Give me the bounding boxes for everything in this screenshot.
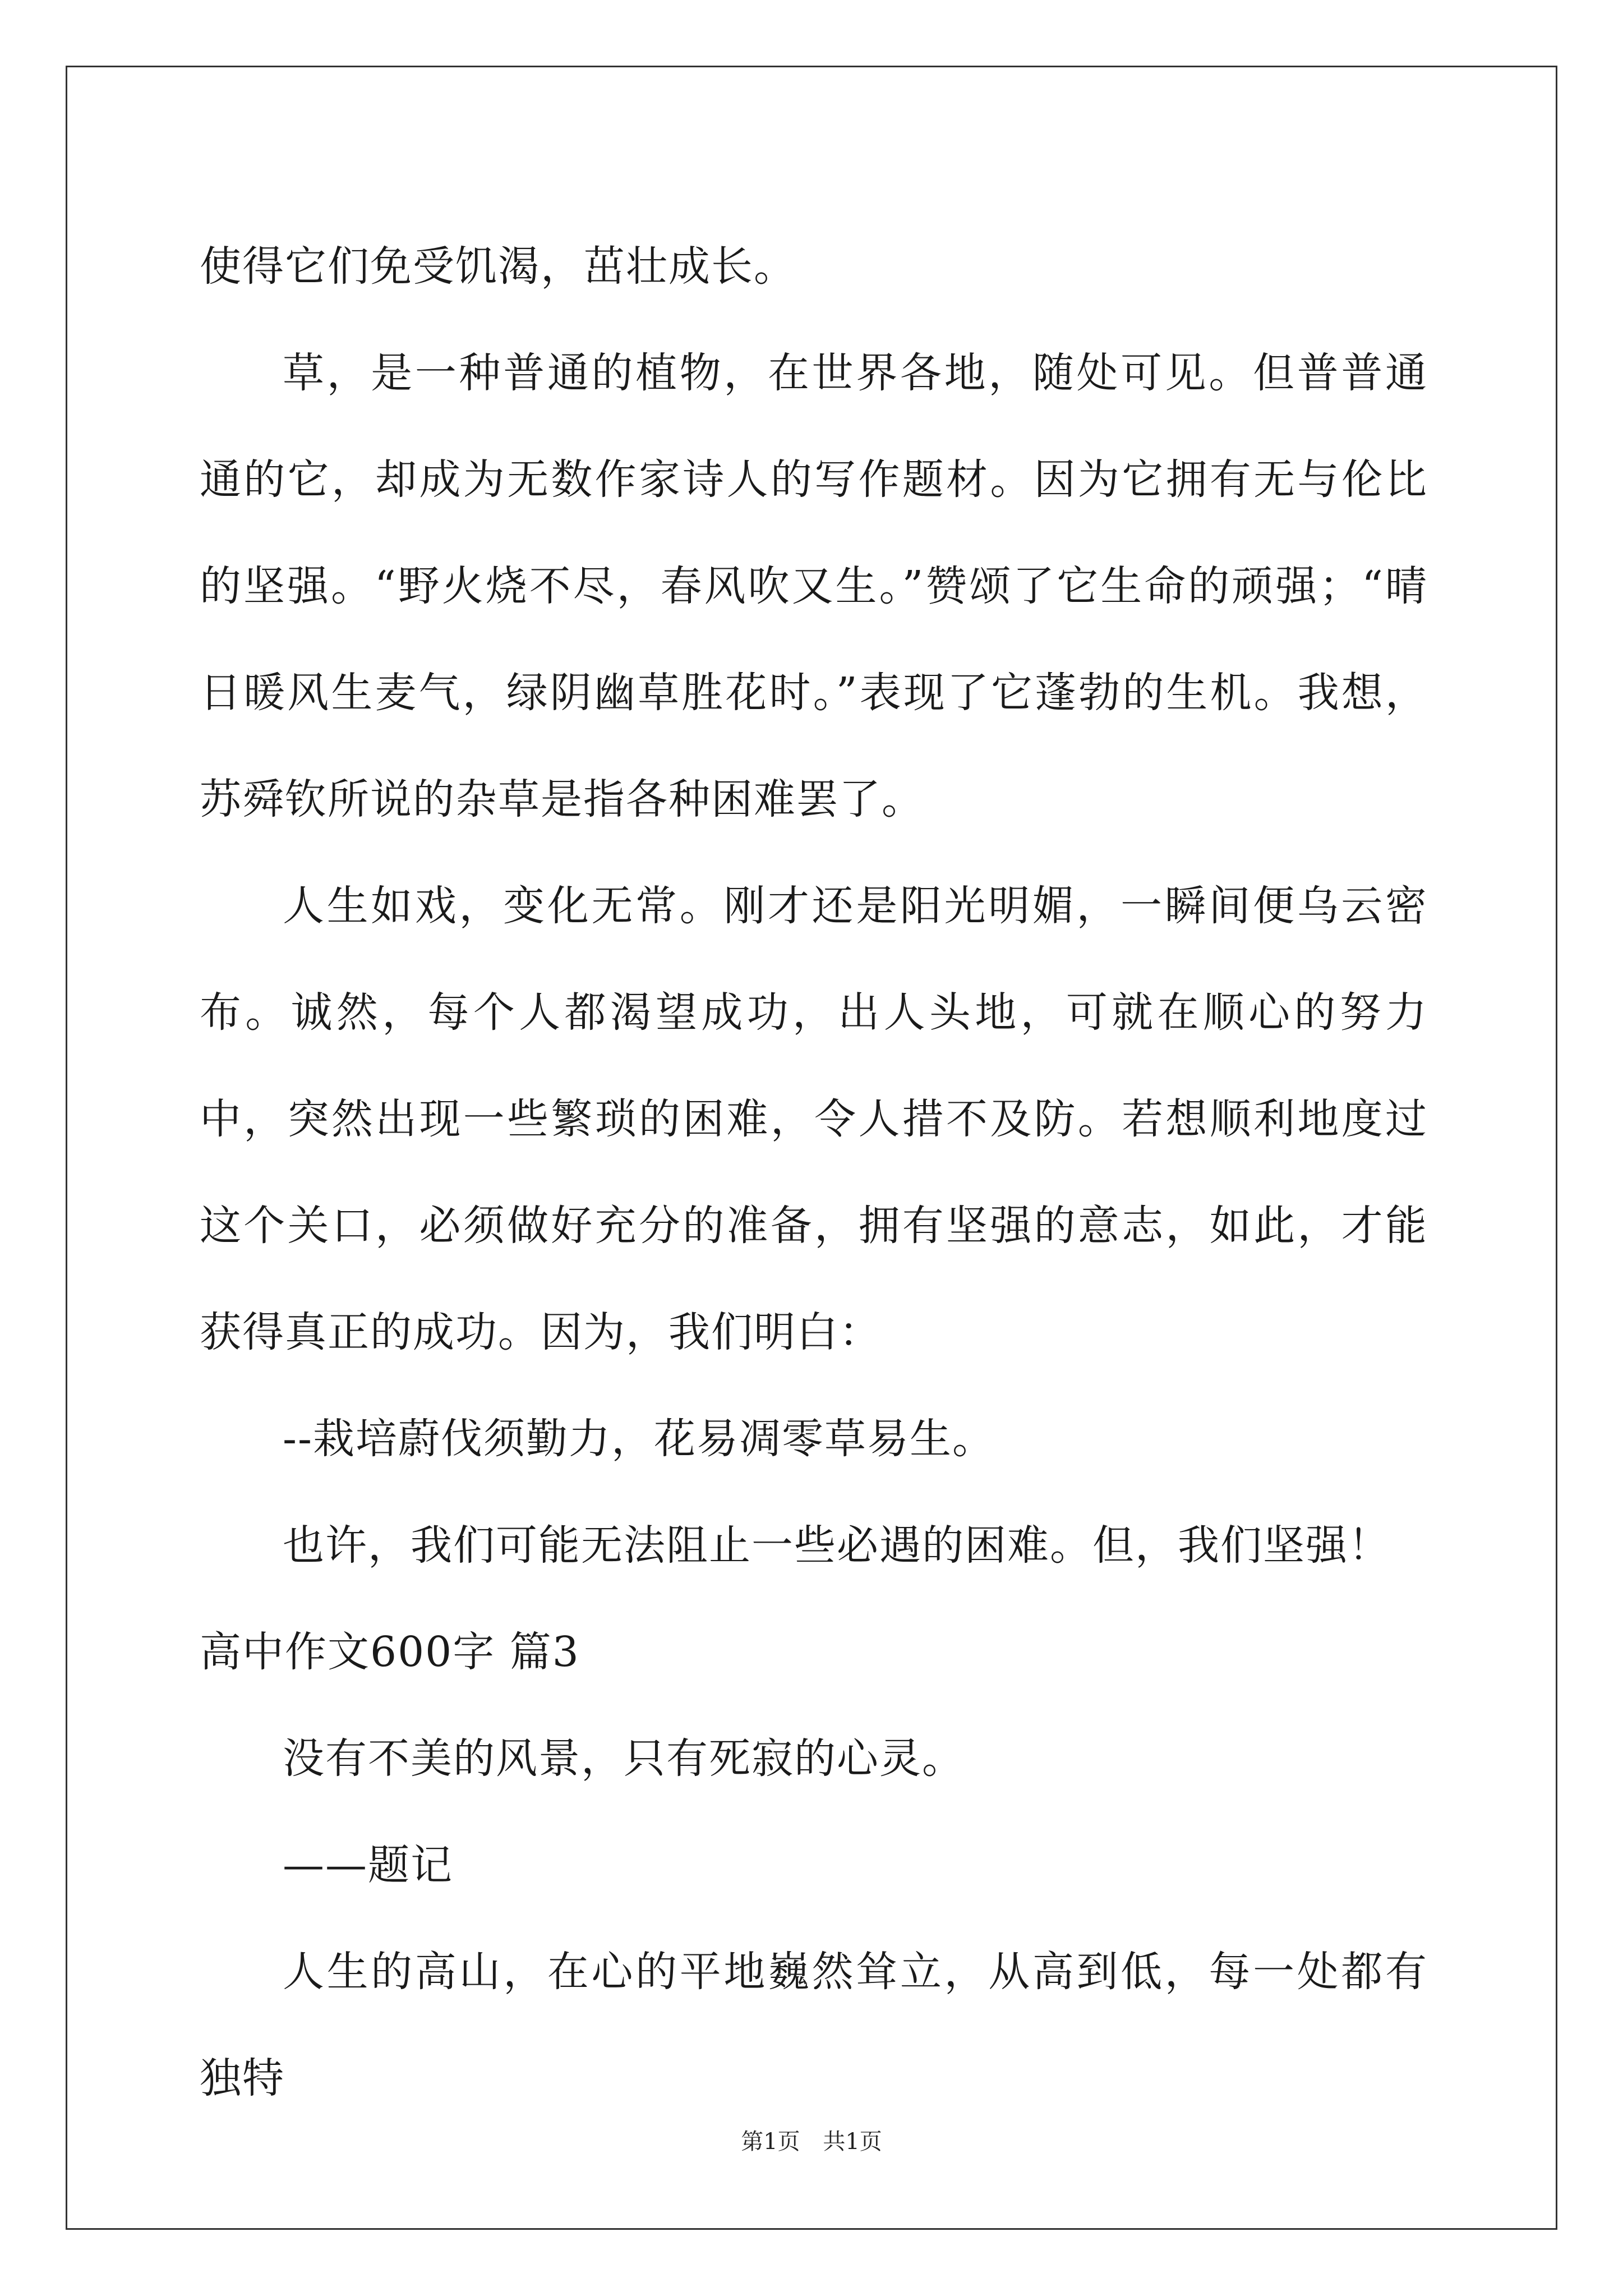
page-total: 共1页 — [823, 2129, 882, 2155]
paragraph: --栽培蔚伐须勤力，花易凋零草易生。 — [283, 1415, 995, 1463]
paragraph: 草，是一种普通的植物，在世界各地，随处可见。但普普通通的它，却成为无数作家诗人的写作题材。因为它拥有无与伦比的坚强。“野火烧不尽，春风吹又生。”赞颂了它生命的顽强；“晴日暖风生麦气，绿阴幽草胜花时。”表现了它蓬勃的生机。我想，苏舜钦所说的杂草是指各种困难罢了。 — [200, 349, 1428, 823]
document-body — [200, 213, 1428, 2132]
section-heading: 高中作文600字 篇3 — [200, 1628, 580, 1676]
paragraph: 也许，我们可能无法阻止一些必遇的困难。但，我们坚强！ — [283, 1521, 1391, 1570]
paragraph: 人生如戏，变化无常。刚才还是阳光明媚，一瞬间便乌云密布。诚然，每个人都渴望成功，出人头地，可就在顺心的努力中，突然出现一些繁琐的困难，令人措不及防。若想顺利地度过这个关口，必须做好充分的准备，拥有坚强的意志，如此，才能获得真正的成功。因为，我们明白： — [200, 882, 1428, 1356]
paragraph: 使得它们免受饥渴，茁壮成长。 — [200, 242, 796, 291]
page-footer — [0, 2125, 1623, 2159]
page-number: 第1页 — [741, 2129, 800, 2155]
paragraph: 人生的高山，在心的平地巍然耸立，从高到低，每一处都有独特 — [200, 1948, 1428, 2102]
paragraph: 没有不美的风景，只有死寂的心灵。 — [283, 1734, 965, 1783]
paragraph: ——题记 — [283, 1841, 453, 1889]
